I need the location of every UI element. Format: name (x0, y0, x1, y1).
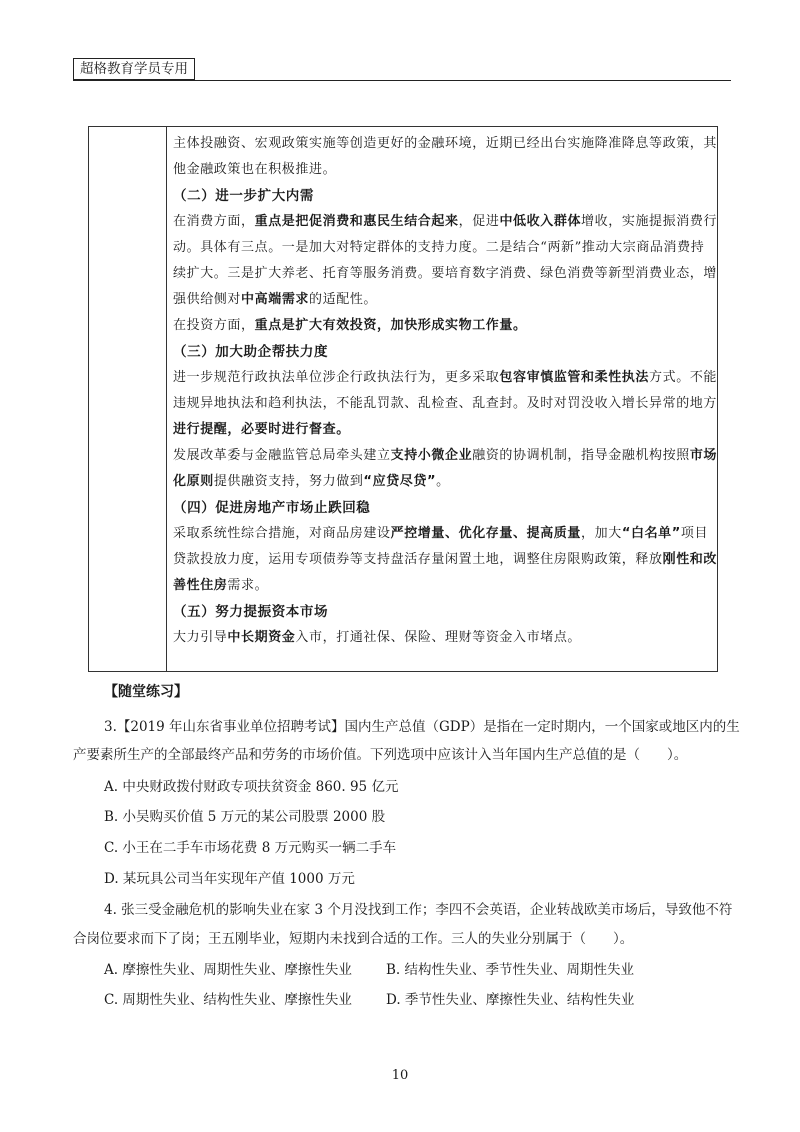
emphasis-text: 化原则 (173, 474, 214, 489)
text-run: （二）进一步扩大内需 (173, 188, 314, 204)
text-run: 进一步规范行政执法单位涉企行政执法行为，更多采取 (173, 370, 500, 385)
text-run: 发展改革委与金融监管总局牵头建立 (173, 448, 391, 463)
content-table (88, 126, 718, 672)
text-run: 项目 (680, 526, 709, 541)
text-run: 大力引导 (173, 630, 228, 645)
emphasis-text: 中长期资金 (227, 630, 296, 645)
q4-option-a: A. 摩擦性失业、周期性失业、摩擦性失业 (104, 962, 352, 978)
paragraph-line (173, 131, 718, 157)
text-run: 违规异地执法和趋利执法，不能乱罚款、乱检查、乱查封。及时对罚没收入增长异常的地方 (173, 396, 718, 411)
header-tag: 超格教育学员专用 (73, 58, 195, 80)
text-run: 在消费方面， (173, 214, 255, 229)
paragraph-line (173, 391, 718, 417)
text-run: 动。具体有三点。一是加大对特定群体的支持力度。二是结合“两新”推动大宗商品消费持 (173, 240, 705, 255)
text-run: 他金融政策也在积极推进。 (173, 162, 337, 177)
emphasis-text: 中低收入群体 (499, 214, 582, 229)
text-run: 提供融资支持，努力做到 (213, 474, 364, 489)
section-heading (173, 183, 709, 209)
paragraph-line (173, 261, 718, 287)
table-content-cell (173, 131, 718, 651)
emphasis-text: 包容审慎监管和柔性执法 (499, 370, 650, 385)
paragraph-line (173, 469, 709, 495)
text-run: 强供给侧对 (173, 292, 242, 307)
text-run: 贷款投放力度，运用专项债券等支持盘活存量闲置土地，调整住房限购政策，释放 (173, 552, 663, 567)
emphasis-text: 重点是把促消费和惠民生结合起来 (254, 214, 459, 229)
text-run: （三）加大助企帮扶力度 (173, 344, 329, 360)
text-run: 增收，实施提振消费行 (581, 214, 718, 229)
q3-option-c: C. 小王在二手车市场花费 8 万元购买一辆二手车 (104, 840, 397, 856)
section-heading (173, 495, 709, 521)
emphasis-text: 善性住房 (173, 578, 228, 593)
q4-option-d: D. 季节性失业、摩擦性失业、结构性失业 (386, 992, 635, 1008)
paragraph-line (173, 625, 709, 651)
emphasis-text: 重点是扩大有效投资，加快形成实物工作量。 (254, 318, 527, 333)
paragraph-line (173, 417, 709, 443)
emphasis-text: 中高端需求 (241, 292, 310, 307)
text-run: 在投资方面， (173, 318, 255, 333)
paragraph-line (173, 313, 709, 339)
section-heading (173, 599, 709, 625)
text-run: 入市，打通社保、保险、理财等资金入市堵点。 (295, 630, 582, 645)
text-run: （五）努力提振资本市场 (173, 604, 329, 620)
q4-stem-line2: 合岗位要求而下了岗；王五刚毕业，短期内未找到合适的工作。三人的失业分别属于（ ）。 (73, 931, 634, 947)
q4-option-c: C. 周期性失业、结构性失业、摩擦性失业 (104, 992, 352, 1008)
paragraph-line (173, 209, 718, 235)
paragraph-line (173, 547, 718, 573)
emphasis-text: 市场 (689, 448, 718, 463)
header-rule (73, 80, 731, 81)
emphasis-text: 支持小微企业 (390, 448, 473, 463)
section-heading (173, 339, 709, 365)
table-column-divider (166, 127, 167, 671)
page-number: 10 (391, 1068, 409, 1083)
text-run: ，加大 (581, 526, 622, 541)
paragraph-line (173, 443, 718, 469)
q3-option-a: A. 中央财政拨付财政专项扶贫资金 860. 95 亿元 (104, 779, 399, 795)
text-run: 采取系统性综合措施，对商品房建设 (173, 526, 391, 541)
paragraph-line (173, 157, 709, 183)
text-run: 方式。不能 (649, 370, 718, 385)
practice-title: 【随堂练习】 (104, 684, 188, 700)
q3-stem-line2: 产要素所生产的全部最终产品和劳务的市场价值。下列选项中应该计入当年国内生产总值的是（ ）。 (73, 747, 688, 763)
text-run: 的适配性。 (309, 292, 378, 307)
text-run: 续扩大。三是扩大养老、托育等服务消费。要培育数字消费、绿色消费等新型消费业态，增 (173, 266, 718, 281)
q3-option-b: B. 小吴购买价值 5 万元的某公司股票 2000 股 (104, 809, 386, 825)
emphasis-text: “白名单” (621, 526, 681, 541)
emphasis-text: 进行提醒，必要时进行督查。 (173, 422, 350, 437)
paragraph-line (173, 573, 709, 599)
emphasis-text: “应贷尽贷” (363, 474, 437, 489)
q3-stem-line1: 3.【2019 年山东省事业单位招聘考试】国内生产总值（GDP）是指在一定时期内，一个国家或地区内的生 (104, 719, 740, 735)
text-run: 主体投融资、宏观政策实施等创造更好的金融环境，近期已经出台实施降准降息等政策，其 (173, 136, 718, 151)
text-run: 需求。 (227, 578, 269, 593)
paragraph-line (173, 521, 709, 547)
q3-option-d: D. 某玩具公司当年实现年产值 1000 万元 (104, 871, 355, 887)
emphasis-text: 刚性和改 (662, 552, 718, 567)
paragraph-line (173, 235, 709, 261)
paragraph-line (173, 287, 709, 313)
text-run: 。 (436, 474, 450, 489)
paragraph-line (173, 365, 718, 391)
text-run: 融资的协调机制，指导金融机构按照 (472, 448, 690, 463)
q4-stem-line1: 4. 张三受金融危机的影响失业在家 3 个月没找到工作；李四不会英语，企业转战欧美市场后，导致他不符 (104, 902, 733, 918)
text-run: ，促进 (458, 214, 500, 229)
emphasis-text: 严控增量、优化存量、提高质量 (390, 526, 582, 541)
q4-option-b: B. 结构性失业、季节性失业、周期性失业 (386, 962, 635, 978)
text-run: （四）促进房地产市场止跌回稳 (173, 500, 371, 516)
